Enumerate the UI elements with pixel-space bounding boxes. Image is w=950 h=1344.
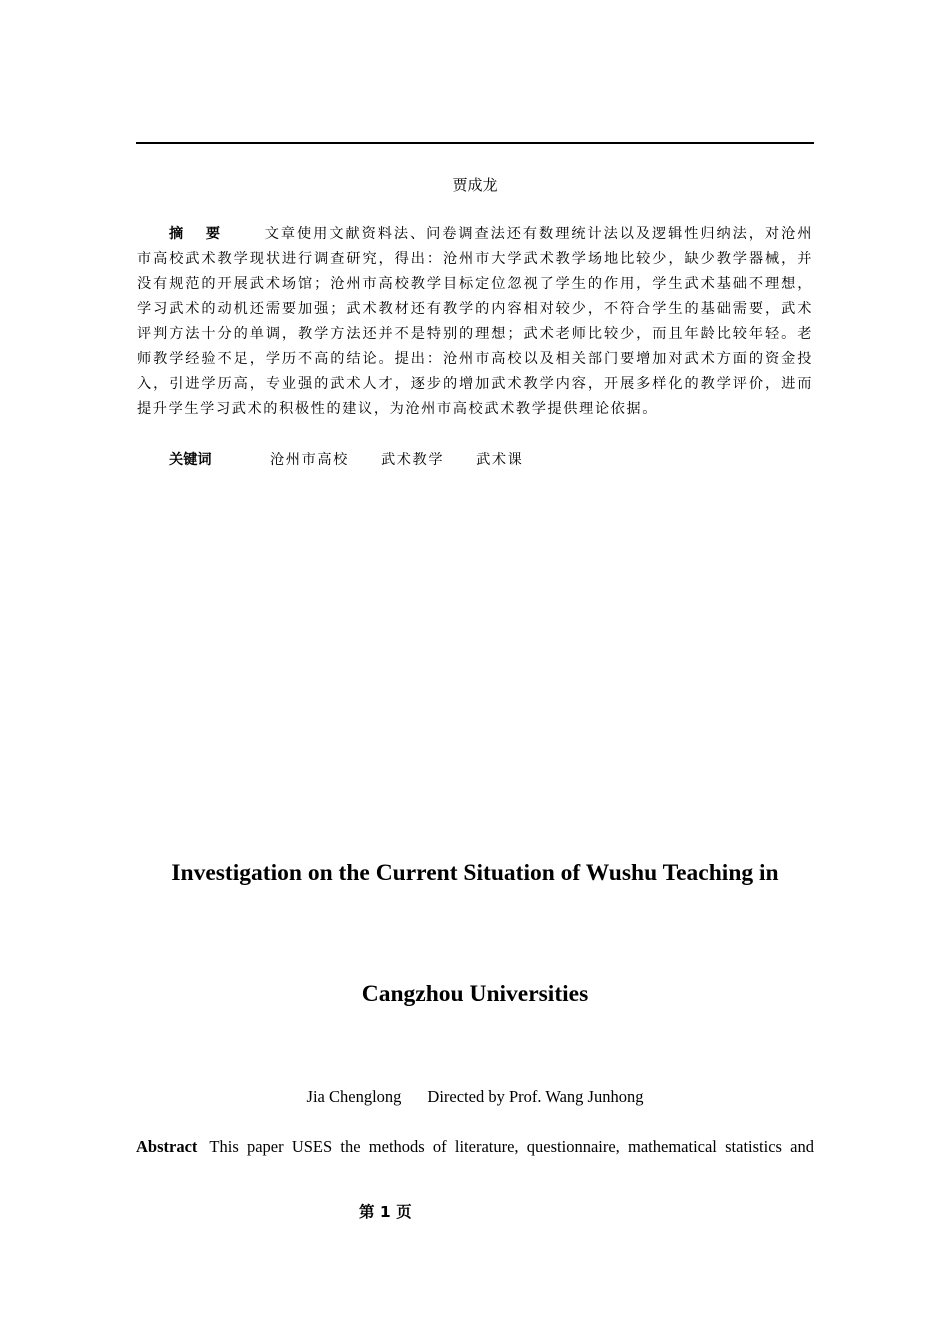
english-title-line-1: Investigation on the Current Situation of Wushu Teaching in (171, 860, 779, 886)
page-number: 第 1 页 (359, 1203, 412, 1221)
keyword: 武术课 (476, 452, 524, 468)
english-authors (0, 1087, 950, 1107)
chinese-abstract-text: 文章使用文献资料法、问卷调查法还有数理统计法以及逻辑性归纳法，对沧州市高校武术教学现状进行调查研究，得出：沧州市大学武术教学场地比较少，缺少教学器械，并没有规范的开展武术场馆；沧州市高校教学目标定位忽视了学生的作用，学生武术基础不理想，学习武术的动机还需要加强；武术教材还有教学的内容相对较少，不符合学生的基础需要，武术评判方法十分的单调，教学方法还并不是特别的理想；武术老师比较少，而且年龄比较年轻。老师教学经验不足，学历不高的结论。提出：沧州市高校以及相关部门要增加对武术方面的资金投入，引进学历高，专业强的武术人才，逐步的增加武术教学内容，开展多样化的教学评价，进而提升学生学习武术的积极性的建议，为沧州市高校武术教学提供理论依据。 (137, 226, 813, 417)
chinese-abstract (137, 222, 813, 422)
keyword: 武术教学 (380, 452, 445, 468)
header-rule (136, 142, 814, 144)
chinese-keywords-label: 关键词 (169, 452, 212, 468)
english-author: Jia Chenglong (306, 1087, 402, 1106)
chinese-abstract-label: 摘 要 (169, 226, 221, 242)
english-abstract (136, 1137, 814, 1157)
keyword: 沧州市高校 (270, 452, 349, 468)
chinese-author: 贾成龙 (452, 176, 498, 194)
english-advisor: Directed by Prof. Wang Junhong (427, 1087, 644, 1106)
english-abstract-label: Abstract (136, 1137, 198, 1156)
chinese-keywords (169, 448, 555, 473)
english-abstract-text: This paper USES the methods of literature, questionnaire, mathematical statistics and (209, 1137, 814, 1156)
english-title-line-2: Cangzhou Universities (361, 981, 589, 1007)
